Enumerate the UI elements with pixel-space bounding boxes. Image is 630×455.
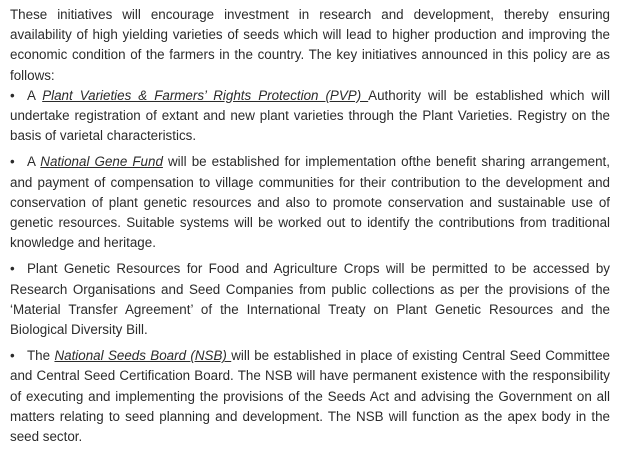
link-national-seeds-board[interactable]: National Seeds Board (NSB) [54, 348, 232, 364]
bullet-item-pvp-authority [10, 86, 610, 147]
intro-paragraph: These initiatives will encourage investment in research and development, thereby ensuring availability of high yielding varieties of seeds which will lead to higher production and improving the economic condition of the farmers in the country. The key initiatives announced in this policy are as follows: [10, 7, 610, 83]
bullet-icon: • [10, 87, 15, 103]
item-prefix: The [27, 348, 55, 364]
bullet-item-national-seeds-board [10, 346, 610, 447]
bullet-item-national-gene-fund [10, 152, 610, 253]
link-national-gene-fund[interactable]: National Gene Fund [40, 154, 163, 170]
bullet-item-plant-genetic-resources [10, 259, 610, 340]
bullet-icon: • [10, 348, 15, 364]
item-text: will be established for implementation ofthe benefit sharing arrangement, and payment of compensation to village communities for their contribution to the development and conservation of plant genetic resources and also to promote conservation and sustainable use of genetic resources. Suitable systems will be worked out to identify the contributions from traditional knowledge and heritage. [10, 154, 610, 251]
item-prefix: A [27, 154, 41, 170]
bullet-icon: • [10, 154, 15, 170]
item-text: will be established in place of existing Central Seed Committee and Central Seed Certification Board. The NSB will have permanent existence with the responsibility of executing and implementing the provisions of the Seeds Act and advising the Government on all matters relating to seed planning and development. The NSB will function as the apex body in the seed sector. [10, 348, 610, 445]
item-prefix: A [27, 87, 43, 103]
bullet-icon: • [10, 261, 15, 277]
item-text: Plant Genetic Resources for Food and Agriculture Crops will be permitted to be accessed by Research Organisations and Seed Companies from public collections as per the provisions of the ‘Material Transfer Agreement’ of the International Treaty on Plant Genetic Resources and the Biological Diversity Bill. [10, 261, 610, 338]
item-text: Authority will be established which will undertake registration of extant and new plant varieties through the Plant Varieties. Registry on the basis of varietal characteristics. [10, 87, 610, 144]
link-pvp-authority[interactable]: Plant Varieties & Farmers’ Rights Protection (PVP) [42, 87, 369, 103]
